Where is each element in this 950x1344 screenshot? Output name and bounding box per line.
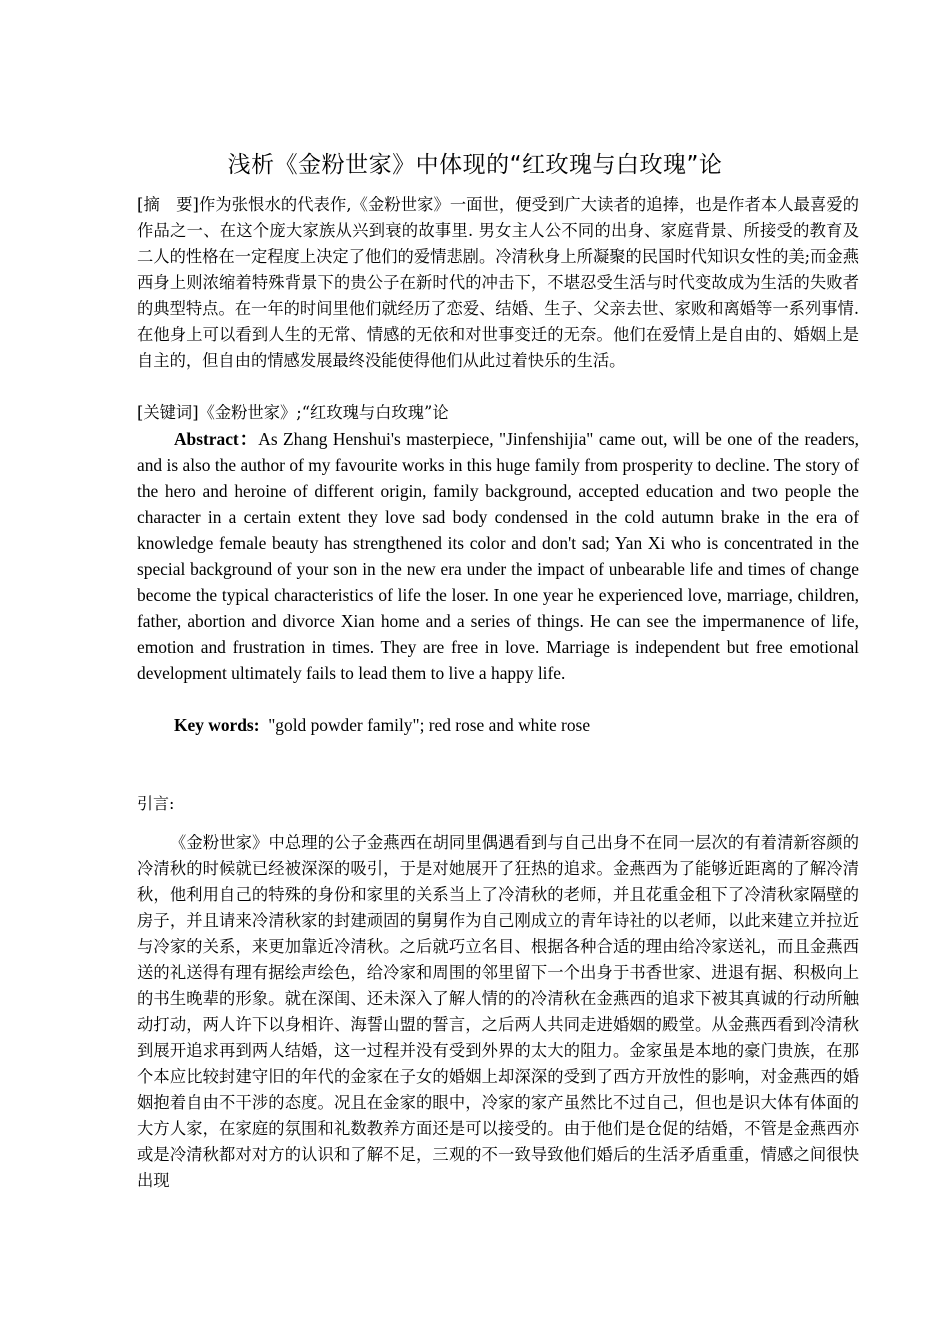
paper-title: 浅析《金粉世家》中体现的“红玫瑰与白玫瑰”论	[227, 152, 723, 178]
chinese-abstract	[137, 192, 859, 374]
english-abstract-label: Abstract：	[174, 429, 259, 449]
english-keywords-label: Key words:	[174, 715, 260, 735]
chinese-abstract-text: 作为张恨水的代表作,《金粉世家》一面世，便受到广大读者的追捧，也是作者本人最喜爱的作品之一、在这个庞大家族从兴到衰的故事里. 男女主人公不同的出身、家庭背景、所接受的教育及二人的性格在一定程度上决定了他们的爱情悲剧。冷清秋身上所凝聚的民国时代知识女性的美;而金燕西身上则浓缩着特殊背景下的贵公子在新时代的冲击下，不堪忍受生活与时代变故成为生活的失败者的典型特点。在一年的时间里他们就经历了恋爱、结婚、生子、父亲去世、家败和离婚等一系列事情.在他身上可以看到人生的无常、情感的无依和对世事变迁的无奈。他们在爱情上是自由的、婚姻上是自主的，但自由的情感发展最终没能使得他们从此过着快乐的生活。	[137, 195, 859, 370]
english-keywords-text: "gold powder family"; red rose and white rose	[268, 715, 591, 735]
introduction-heading: 引言:	[137, 794, 175, 813]
chinese-abstract-label: [摘 要]	[137, 195, 199, 214]
english-keywords	[137, 712, 859, 738]
chinese-keywords-label: [关键词]	[137, 403, 199, 422]
chinese-keywords	[137, 400, 859, 426]
english-abstract-text: As Zhang Henshui's masterpiece, "Jinfenshijia" came out, will be one of the readers, and is also the author of my favourite works in this huge family from prosperity to decline. The story of the hero and heroine of different origin, family background, accepted education and two people the character in a certain extent they love sad body condensed in the cold autumn brake in the era of knowledge female beauty has strengthened its color and don't sad; Yan Xi who is concentrated in the special background of your son in the new era under the impact of unbearable life and times of change become the typical characteristics of life the loser. In one year he experienced love, marriage, children, father, abortion and divorce Xian home and a series of things. He can see the impermanence of life, emotion and frustration in times. They are free in love. Marriage is independent but free emotional development ultimately fails to lead them to live a happy life.	[137, 429, 859, 683]
english-abstract	[137, 426, 859, 686]
chinese-keywords-text: 《金粉世家》;“红玫瑰与白玫瑰”论	[198, 403, 449, 422]
introduction-paragraph: 《金粉世家》中总理的公子金燕西在胡同里偶遇看到与自己出身不在同一层次的有着清新容颜的冷清秋的时候就已经被深深的吸引，于是对她展开了狂热的追求。金燕西为了能够近距离的了解冷清秋，他利用自己的特殊的身份和家里的关系当上了冷清秋的老师，并且花重金租下了冷清秋家隔壁的房子，并且请来冷清秋家的封建顽固的舅舅作为自己刚成立的青年诗社的以老师，以此来建立并拉近与冷家的关系，来更加靠近冷清秋。之后就巧立名目、根据各种合适的理由给冷家送礼，而且金燕西送的礼送得有理有据绘声绘色，给冷家和周围的邻里留下一个出身于书香世家、进退有据、积极向上的书生晚辈的形象。就在深闺、还未深入了解人情的的冷清秋在金燕西的追求下被其真诚的行动所触动打动，两人许下以身相许、海誓山盟的誓言，之后两人共同走进婚姻的殿堂。从金燕西看到冷清秋到展开追求再到两人结婚，这一过程并没有受到外界的太大的阻力。金家虽是本地的豪门贵族，在那个本应比较封建守旧的年代的金家在子女的婚姻上却深深的受到了西方开放性的影响，对金燕西的婚姻抱着自由不干涉的态度。况且在金家的眼中，冷家的家产虽然比不过自己，但也是识大体有体面的大方人家，在家庭的氛围和礼数教养方面还是可以接受的。由于他们是仓促的结婚，不管是金燕西亦或是冷清秋都对对方的认识和了解不足，三观的不一致导致他们婚后的生活矛盾重重，情感之间很快出现	[137, 833, 859, 1190]
